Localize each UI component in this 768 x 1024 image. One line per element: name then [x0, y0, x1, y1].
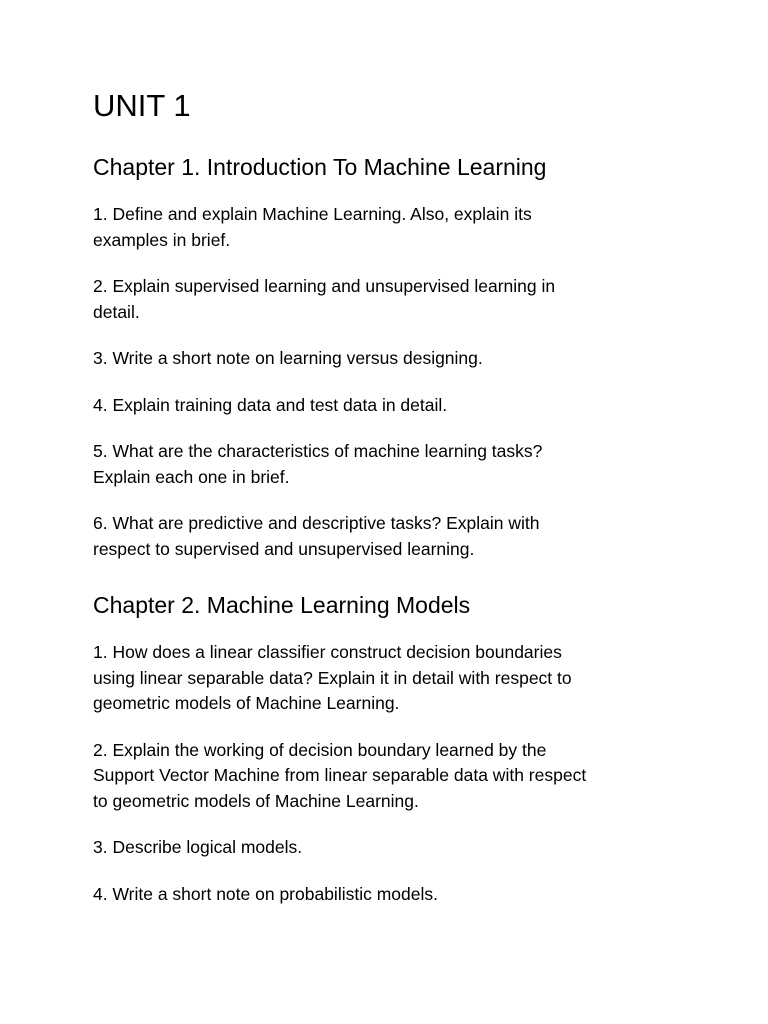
chapter-1-question-4: [93, 393, 733, 419]
chapter-1-question-5: [93, 439, 733, 490]
chapter-2-question-2: [93, 738, 733, 815]
question-line: 2. Explain the working of decision boundary learned by the: [93, 739, 547, 760]
question-line: 5. What are the characteristics of machine learning tasks?: [93, 441, 543, 461]
question-line: geometric models of Machine Learning.: [93, 693, 400, 713]
chapter-2-question-4: [93, 882, 733, 908]
chapter-1-title: Chapter 1. Introduction To Machine Learning: [93, 154, 547, 180]
question-line: using linear separable data? Explain it in detail with respect to: [93, 667, 572, 688]
question-line: 6. What are predictive and descriptive tasks? Explain with: [93, 513, 540, 533]
question-line: examples in brief.: [93, 229, 231, 250]
question-line: detail.: [93, 301, 140, 322]
chapter-1-question-3: [93, 346, 733, 372]
question-line: 2. Explain supervised learning and unsupervised learning in: [93, 276, 556, 296]
chapter-2-question-1: [93, 640, 733, 717]
unit-title: UNIT 1: [93, 88, 191, 123]
document-page: [93, 86, 733, 928]
chapter-1-question-1: [93, 202, 733, 253]
question-line: 4. Write a short note on probabilistic models.: [93, 883, 438, 904]
question-line: Support Vector Machine from linear separable data with respect: [93, 765, 587, 785]
question-line: 1. Define and explain Machine Learning. Also, explain its: [93, 204, 532, 224]
question-line: 1. How does a linear classifier construct decision boundaries: [93, 642, 562, 662]
question-line: 3. Describe logical models.: [93, 837, 303, 857]
chapter-1-question-2: [93, 274, 733, 325]
question-line: respect to supervised and unsupervised learning.: [93, 538, 475, 559]
chapter-1-question-6: [93, 511, 733, 562]
chapter-2-question-3: [93, 835, 733, 861]
question-line: 4. Explain training data and test data in detail.: [93, 394, 448, 415]
chapter-2-title: Chapter 2. Machine Learning Models: [93, 592, 471, 618]
question-line: Explain each one in brief.: [93, 466, 290, 487]
question-line: 3. Write a short note on learning versus designing.: [93, 348, 483, 368]
question-line: to geometric models of Machine Learning.: [93, 790, 419, 811]
